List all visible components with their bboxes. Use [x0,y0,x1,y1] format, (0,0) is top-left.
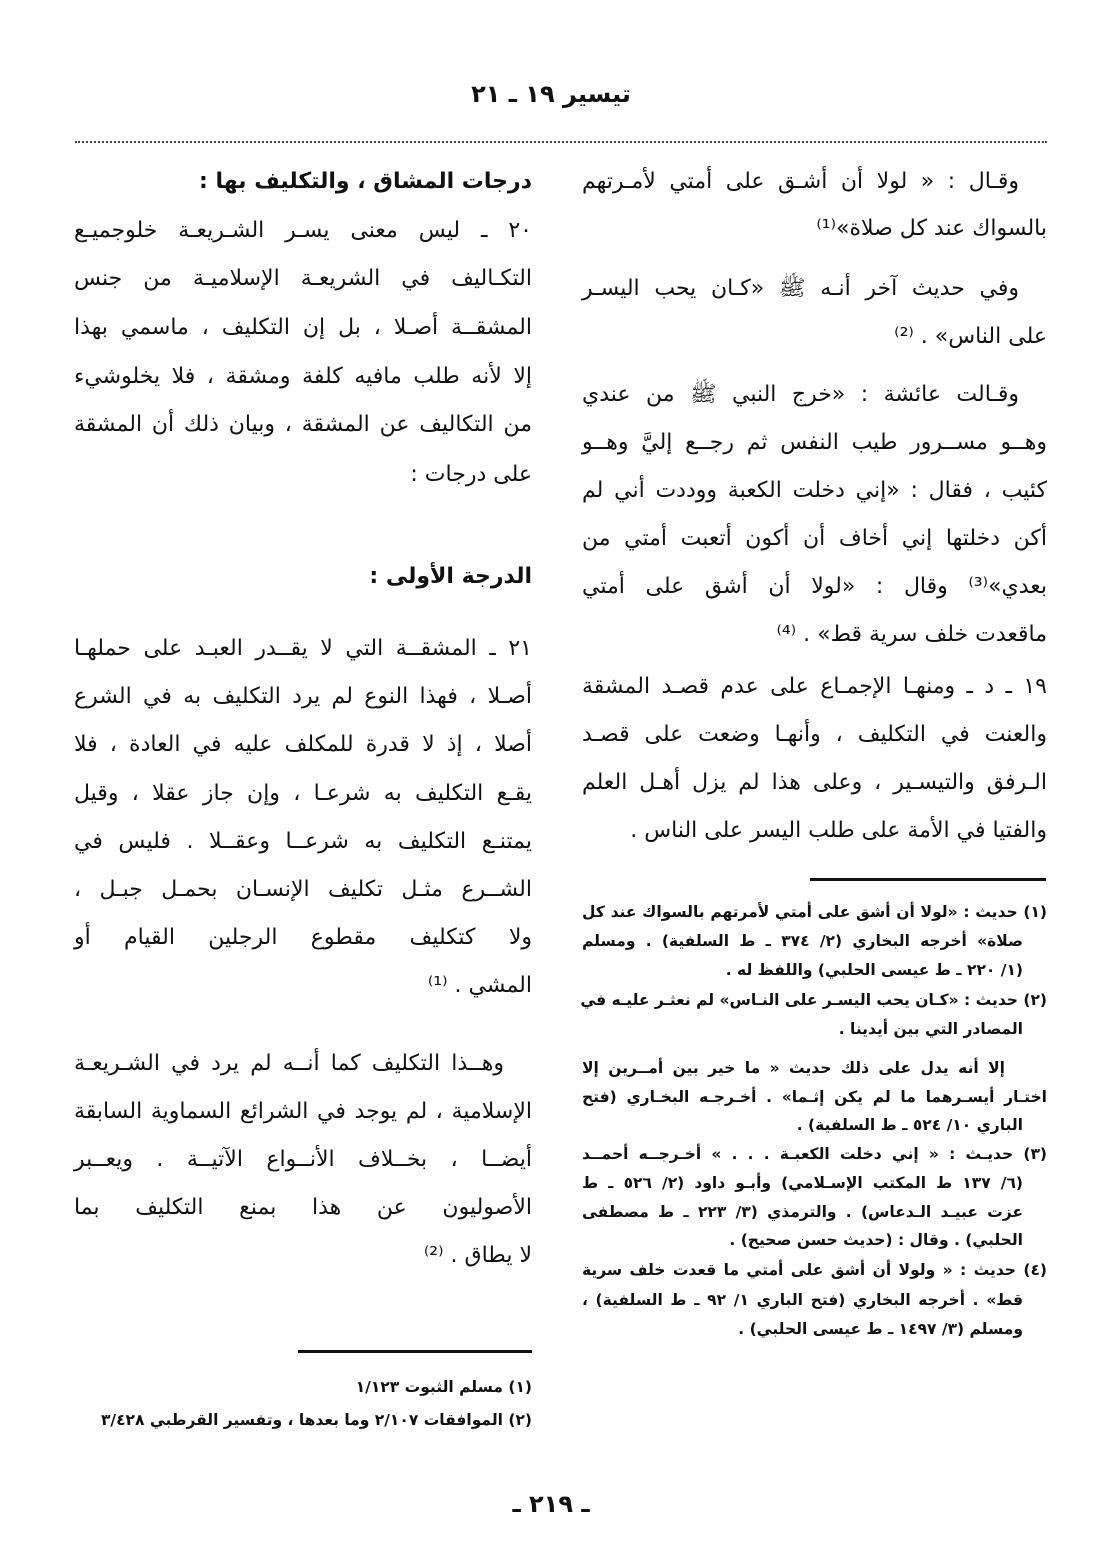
left-footnote-separator [298,1350,532,1353]
right-footnote-line: قط» . أخرجه البخاري (فتح الباري ١/ ٩٢ ـ ط السلفية) ، [582,1291,1023,1309]
right-footnote-line: الباري ١٠/ ٥٢٤ ـ ط السلفية) . [796,1116,1023,1134]
left-body-line: يمتنـع التكليف به شرعــا وعقــلا . فليس في [74,829,532,854]
right-footnote-line: (١) حديث : «لولا أن أشق على أمتي لأمرتهم بالسواك عند كل [582,903,1047,921]
right-body-line: أكن دخلتها إني أخاف أن أكون أتعبت أمتي من [582,526,1047,551]
right-body-line: الـرفق والتيسـير ، وعلى هذا لم يزل أهـل العلم [582,770,1047,795]
left-body-line: ٢٠ ـ ليس معنى يسـر الشـريعـة خلوجميـع [74,218,532,243]
right-body-line: والعنت في التكليف ، وأنهـا وضعت على قصـد [582,722,1047,747]
left-body-line: الأصوليون عن هذا بمنع التكليف بما [74,1195,532,1220]
running-header: تيسير ١٩ ـ ٢١ [471,80,631,108]
right-body-line: بعدي»⁽³⁾ وقال : «لولا أن أشق على أمتي [582,574,1047,599]
right-footnote-line: ومسلم (٣/ ١٤٩٧ ـ ط عيسى الحلبي) . [738,1320,1023,1338]
page-number: ـ ٢١٩ ـ [512,1490,590,1518]
header-divider [75,141,1047,143]
left-footnote-line: (١) مسلم الثبوت ١/١٢٣ [355,1378,532,1396]
right-footnote-line: (٤) حديث : « ولولا أن أشق على أمتي ما قعدت خلف سرية [582,1261,1047,1279]
right-footnote-line: صلاة» أخرجه البخاري (٢/ ٣٧٤ ـ ط السلفية) . ومسلم [582,932,1024,950]
right-body-line: على الناس» . ⁽²⁾ [894,324,1047,349]
right-body-line: ١٩ ـ د ـ ومنهـا الإجمـاع على عدم قصـد المشقة [582,674,1047,699]
left-body-line: من التكاليف عن المشقة ، وبيان ذلك أن المشقة [74,412,532,437]
right-footnote-line: إلا أنه يدل على ذلك حديث « ما خير بين أمــرين إلا [582,1059,1005,1077]
right-body-line: كئيب ، فقال : «إني دخلت الكعبة ووددت أني لم [582,478,1047,503]
left-body-line: وهــذا التكليف كما أنــه لم يرد في الشـريعـة [74,1051,504,1076]
right-footnote-line: اختـار أيسـرهما ما لم يكن إثـما» . أخـرجـه البخـاري (فتح [582,1088,1047,1106]
right-body-line: وفي حديث آخر أنـه ﷺ «كـان يحب اليسـر [582,276,1019,301]
left-body-line: أصلا ، إذ لا قدرة للمكلف عليه في العادة ، فلا [74,732,532,757]
left-body-line: على درجات : [410,462,532,487]
left-body-line: لا يطاق . ⁽²⁾ [423,1243,532,1268]
left-footnote-line: (٢) الموافقات ٢/١٠٧ وما بعدها ، وتفسير القرطبي ٣/٤٢٨ [100,1411,532,1429]
left-body-line: ولا كتكليف مقطوع الرجلين القيام أو [74,925,532,950]
right-footnote-line: الحلبي) . وقال : (حديث حسن صحيح) . [729,1231,1023,1249]
left-body-line: أيضــا ، بخــلاف الأنــواع الآتيــة . ويعــبر [74,1147,532,1172]
right-body-line: وقـال : « لولا أن أشـق على أمتي لأمـرتهم [582,169,1019,194]
right-footnote-separator [810,878,1046,881]
left-body-line: أصـلا ، فهذا النوع لم يرد التكليف به في الشرع [74,684,532,709]
left-body-line: الشــرع مثـل تكليف الإنسـان بحمـل جبـل ، [74,877,532,902]
right-footnote-line: المصادر التي بين أيدينا . [838,1020,1023,1038]
right-body-line: بالسواك عند كل صلاة»⁽¹⁾ [816,216,1047,241]
section-heading: درجات المشاق ، والتكليف بها : [199,169,532,194]
section-heading: الدرجة الأولى : [369,564,532,589]
right-body-line: وهــو مســرور طيب النفس ثم رجــع إليَّ وهــو [582,430,1047,455]
left-body-line: يقـع التكليف به شرعـا ، وإن جاز عقلا ، وقيل [74,781,532,806]
right-footnote-line: (٢) حديث : «كـان يحب اليسـر على النـاس» لم نعثـر عليـه في [580,991,1047,1009]
right-footnote-line: (١/ ٢٢٠ ـ ط عيسى الحلبي) واللفظ له . [725,961,1023,979]
right-footnote-line: (٦/ ١٣٧ ط المكتب الإسـلامي) وأبـو داود (٢/ ٥٢٦ ـ ط [582,1174,1023,1192]
right-body-line: وقـالت عائشة : «خرج النبي ﷺ من عندي [582,382,1019,407]
left-body-line: إلا لأنه طلب مافيه كلفة ومشقة ، فلا يخلوشيء [74,364,532,389]
left-body-line: التكـاليف في الشريعـة الإسلاميـة من جنس [74,266,532,291]
left-body-line: المشقــة أصـلا ، بل إن التكليف ، ماسمي بهذا [74,315,532,340]
left-body-line: المشي . ⁽¹⁾ [427,973,532,998]
right-body-line: والفتيا في الأمة على طلب اليسر على الناس . [630,818,1047,843]
left-body-line: الإسلامية ، لم يوجد في الشرائع السماوية السابقة [74,1099,532,1124]
right-footnote-line: عزت عبيـد الـدعاس) . والترمذي (٣/ ٢٢٣ ـ ط مصطفى [582,1203,1024,1221]
right-body-line: ماقعدت خلف سرية قط» . ⁽⁴⁾ [776,622,1047,647]
left-body-line: ٢١ ـ المشقــة التي لا يقــدر العبـد على حملهـا [74,636,532,661]
right-footnote-line: (٣) حديـث : « إني دخلت الكعبـة . . . » أخـرجــه أحمــد [582,1145,1047,1163]
